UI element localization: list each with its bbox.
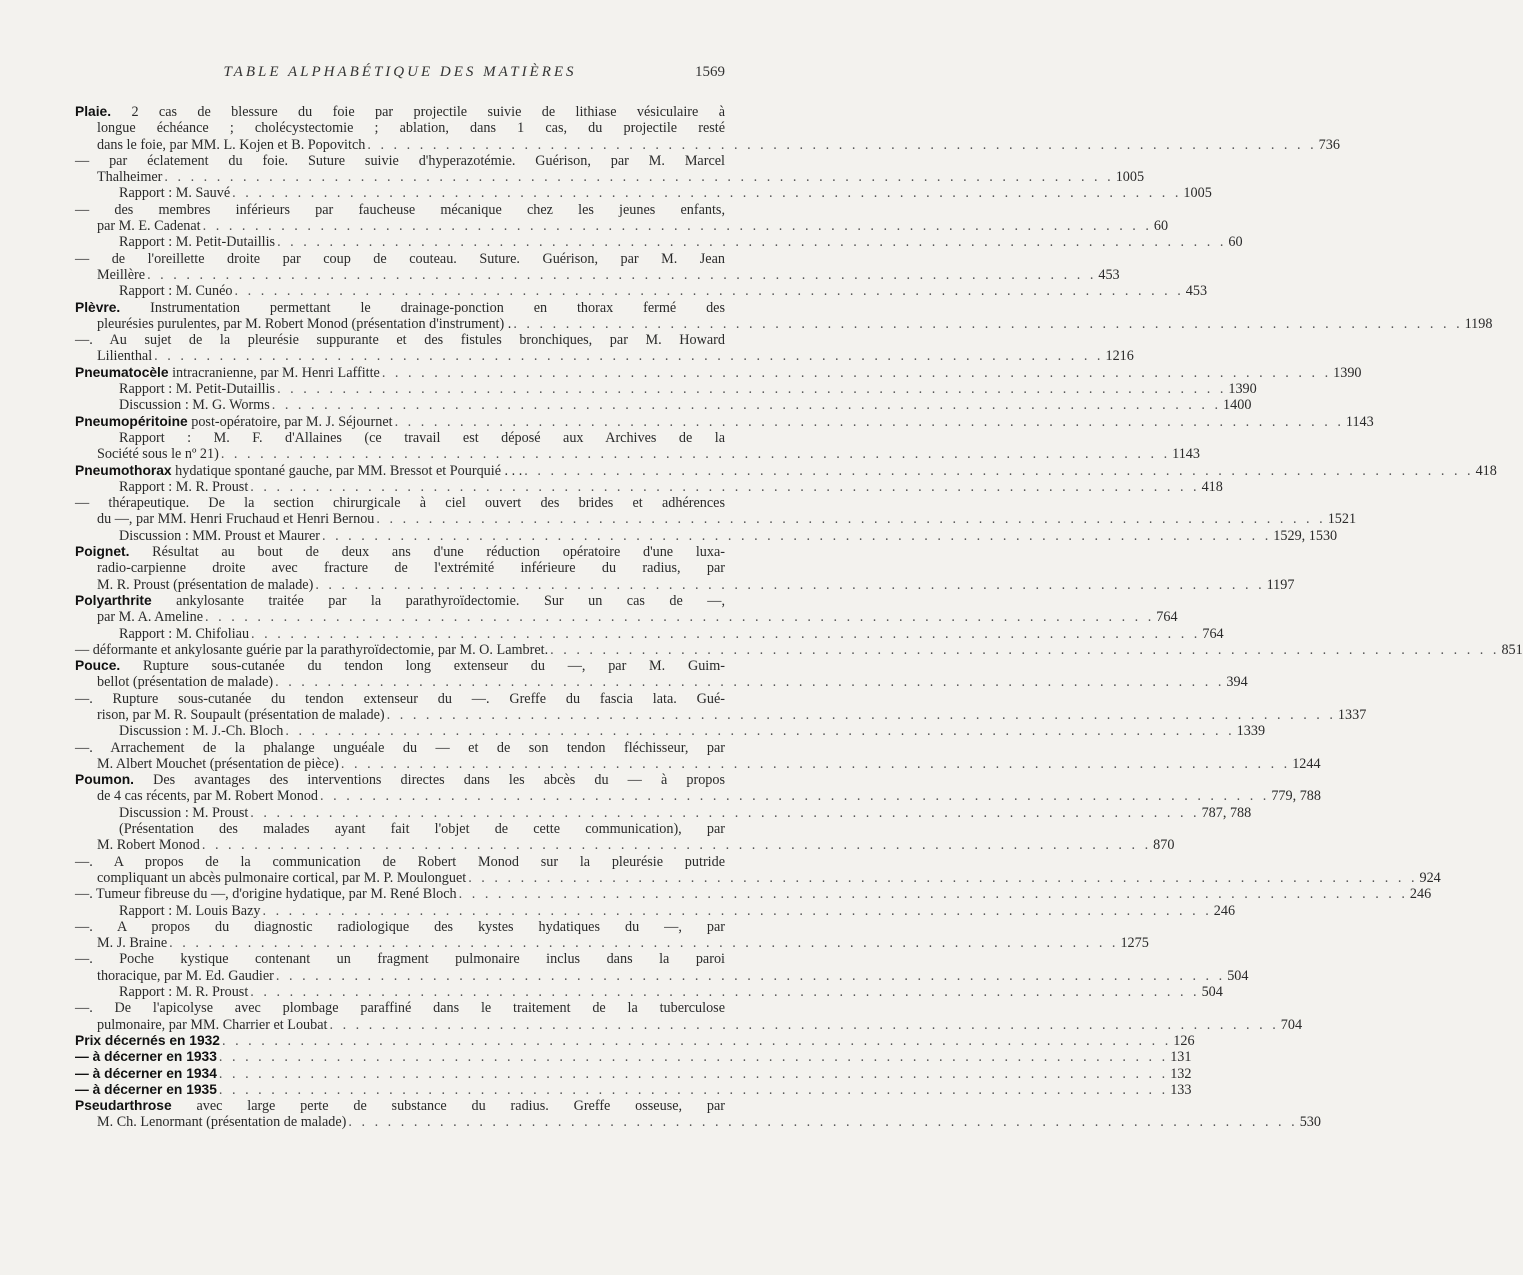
entry-text [75,495,725,511]
index-line [75,967,1249,984]
index-line [75,1065,1192,1082]
dot-leader: . . . . . . . . . . . . . . . . . . . . . . . . . . . . . . . . . . . . . . . . . . . . . . . . . . . . . . . . . . . . . . . . . . . . . . . . . [513,315,1463,332]
dot-leader: . . . . . . . . . . . . . . . . . . . . . . . . . . . . . . . . . . . . . . . . . . . . . . . . . . . . . . . . . . . . . . . . . . . . . . . . . [221,1032,1172,1049]
entry-description: par M. E. Cadenat [97,218,201,235]
index-line [75,185,1212,202]
page-reference: 418 [1475,462,1497,479]
index-line [75,723,1266,740]
entry-text [97,968,274,984]
entry-description: avec large perte de substance du radius. Greffe osseuse, par [171,1098,725,1115]
dot-leader: . . . . . . . . . . . . . . . . . . . . . . . . . . . . . . . . . . . . . . . . . . . . . . . . . . . . . . . . . . . . . . . . . . . . . . . . . [376,511,1326,528]
entry-text [75,251,725,267]
entry-text [75,1098,725,1114]
entry-text [119,381,275,397]
entry-text [75,104,725,120]
index-line [75,886,1432,903]
entry-text [75,332,725,348]
entry-description: pleurésies purulentes, par M. Robert Monod (présentation d'instrument) . [97,315,512,332]
entry-text [75,951,725,967]
entry-text [75,658,725,674]
entry-description: —. Arrachement de la phalange unguéale du — et de son tendon fléchisseur, par [75,739,725,756]
entry-keyword: Pouce. [75,658,121,674]
index-line [75,104,725,120]
entry-keyword: Pneumatocèle [75,364,169,380]
entry-description: hydatique spontané gauche, par MM. Bressot et Pourquié . . . [171,462,523,479]
entry-text [97,218,201,234]
entry-text [75,1000,725,1016]
page-reference: 764 [1156,609,1178,626]
entry-description: Rapport : M. R. Proust [119,984,249,1001]
dot-leader: . . . . . . . . . . . . . . . . . . . . . . . . . . . . . . . . . . . . . . . . . . . . . . . . . . . . . . . . . . . . . . . . . . . . . . . . . [277,234,1227,251]
page-reference: 1337 [1337,706,1367,723]
dot-leader: . . . . . . . . . . . . . . . . . . . . . . . . . . . . . . . . . . . . . . . . . . . . . . . . . . . . . . . . . . . . . . . . . . . . . . . . . [458,886,1408,903]
dot-leader: . . . . . . . . . . . . . . . . . . . . . . . . . . . . . . . . . . . . . . . . . . . . . . . . . . . . . . . . . . . . . . . . . . . . . . . . . [220,446,1171,463]
entry-text [119,397,270,413]
dot-leader: . . . . . . . . . . . . . . . . . . . . . . . . . . . . . . . . . . . . . . . . . . . . . . . . . . . . . . . . . . . . . . . . . . . . . . . . . [329,1016,1279,1033]
index-line [75,609,1178,626]
entry-description: du —, par MM. Henri Fruchaud et Henri Bernou [97,511,375,528]
index-line [75,478,1223,495]
entry-text [97,756,339,772]
dot-leader: . . . . . . . . . . . . . . . . . . . . . . . . . . . . . . . . . . . . . . . . . . . . . . . . . . . . . . . . . . . . . . . . . . . . . . . . . [147,266,1097,283]
entry-text [75,544,725,560]
dot-leader: . . . . . . . . . . . . . . . . . . . . . . . . . . . . . . . . . . . . . . . . . . . . . . . . . . . . . . . . . . . . . . . . . . . . . . . . . [386,706,1336,723]
page-reference: 704 [1280,1016,1303,1033]
entry-text [119,626,249,642]
page-reference: 1197 [1266,576,1295,593]
index-line [75,755,1321,772]
page-reference: 453 [1185,283,1208,300]
dot-leader: . . . . . . . . . . . . . . . . . . . . . . . . . . . . . . . . . . . . . . . . . . . . . . . . . . . . . . . . . . . . . . . . . . . . . . . . . [250,984,1200,1001]
entry-description: compliquant un abcès pulmonaire cortical, par M. P. Moulonguet [97,869,467,886]
page-reference: 60 [1153,218,1169,235]
index-line [75,266,1120,283]
index-line [75,641,1523,658]
dot-leader: . . . . . . . . . . . . . . . . . . . . . . . . . . . . . . . . . . . . . . . . . . . . . . . . . . . . . . . . . . . . . . . . . . . . . . . . . [381,364,1332,381]
entry-text [75,772,725,788]
page-reference: 246 [1213,902,1236,919]
entry-description: —. Poche kystique contenant un fragment pulmonaire inclus dans la paroi [75,951,725,968]
entry-text [119,528,320,544]
entry-text [119,723,283,739]
index-line [75,772,725,788]
entry-text [97,788,318,804]
dot-leader: . . . . . . . . . . . . . . . . . . . . . . . . . . . . . . . . . . . . . . . . . . . . . . . . . . . . . . . . . . . . . . . . . . . . . . . . . [315,576,1265,593]
entry-text [97,1114,346,1130]
entry-description: —. A propos du diagnostic radiologique des kystes hydatiques du —, par [75,918,725,935]
entry-text [75,1066,217,1082]
entry-text [97,560,725,576]
index-line [75,511,1357,528]
entry-description: Rapport : M. Louis Bazy [119,902,261,919]
entry-text [119,805,248,821]
entry-description: par M. A. Ameline [97,609,203,626]
index-line [75,869,1441,886]
entry-description: Rupture sous-cutanée du tendon long extenseur du —, par M. Guim- [120,658,725,675]
index-line [75,397,1252,414]
entry-text [75,1049,217,1065]
entry-description: — des membres inférieurs par faucheuse mécanique chez les jeunes enfants, [75,201,725,218]
entry-text [75,463,522,479]
dot-leader: . . . . . . . . . . . . . . . . . . . . . . . . . . . . . . . . . . . . . . . . . . . . . . . . . . . . . . . . . . . . . . . . . . . . . . . . . [218,1049,1169,1066]
index-line [75,462,1497,479]
index-line [75,430,725,446]
entry-keyword: — à décerner en 1933 [75,1049,217,1065]
page-reference: 764 [1202,625,1224,642]
entry-description: radio-carpienne droite avec fracture de l'extrémité inférieure du radius, par [97,560,725,577]
entry-description: —. A propos de la communication de Robert Monod sur la pleurésie putride [75,853,725,870]
dot-leader: . . . . . . . . . . . . . . . . . . . . . . . . . . . . . . . . . . . . . . . . . . . . . . . . . . . . . . . . . . . . . . . . . . . . . . . . . [250,804,1200,821]
entry-text [97,120,725,136]
index-line [75,300,725,316]
entry-text [75,1082,217,1098]
entry-text [97,137,365,153]
entry-description: Rapport : M. Chifoliau [119,625,250,642]
entry-keyword: Prix décernés en 1932 [75,1032,220,1048]
entry-text [75,854,725,870]
entry-description: de 4 cas récents, par M. Robert Monod [97,788,319,805]
index-line [75,1032,1195,1049]
entry-description: — de l'oreillette droite par coup de couteau. Suture. Guérison, par M. Jean [75,250,725,267]
dot-leader: . . . . . . . . . . . . . . . . . . . . . . . . . . . . . . . . . . . . . . . . . . . . . . . . . . . . . . . . . . . . . . . . . . . . . . . . . [250,478,1200,495]
entry-description: dans le foie, par MM. L. Kojen et B. Popovitch [97,136,366,153]
entry-text [97,1017,327,1033]
entry-description: Instrumentation permettant le drainage-ponction en thorax fermé des [120,299,725,316]
index-line [75,332,725,348]
entry-text [97,348,152,364]
entry-text [119,185,230,201]
page-reference: 1005 [1115,169,1145,186]
entry-description: Discussion : M. G. Worms [119,397,270,414]
entry-text [75,593,725,609]
entry-description: Des avantages des interventions directes dans les abcès du — à propos [134,772,725,789]
entry-text [97,707,385,723]
page-reference: 418 [1201,478,1223,495]
page-reference: 132 [1170,1065,1192,1082]
index-line [75,740,725,756]
page-reference: 394 [1226,674,1248,691]
page-reference: 504 [1201,984,1223,1001]
entry-text [97,446,219,462]
entry-description: post-opératoire, par M. J. Séjournet [187,413,393,430]
entry-text [97,267,145,283]
dot-leader: . . . . . . . . . . . . . . . . . . . . . . . . . . . . . . . . . . . . . . . . . . . . . . . . . . . . . . . . . . . . . . . . . . . . . . . . . [271,397,1222,414]
entry-description: Discussion : M. Proust [119,804,249,821]
dot-leader: . . . . . . . . . . . . . . . . . . . . . . . . . . . . . . . . . . . . . . . . . . . . . . . . . . . . . . . . . . . . . . . . . . . . . . . . . [340,755,1291,772]
entry-description: —. Rupture sous-cutanée du tendon extenseur du —. Greffe du fascia lata. Gué- [75,690,725,707]
page-reference: 736 [1318,136,1340,153]
entry-description: Résultat au bout de deux ans d'une réduction opératoire d'une luxa- [129,544,725,561]
page-reference: 453 [1098,266,1120,283]
index-line [75,576,1295,593]
entry-keyword: — à décerner en 1934 [75,1065,217,1081]
index-line [75,1016,1303,1033]
page-reference: 131 [1170,1049,1192,1066]
page-reference: 787, 788 [1201,804,1252,821]
dot-leader: . . . . . . . . . . . . . . . . . . . . . . . . . . . . . . . . . . . . . . . . . . . . . . . . . . . . . . . . . . . . . . . . . . . . . . . . . [285,723,1235,740]
entry-text [75,1033,220,1049]
entry-keyword: Poignet. [75,544,130,560]
entry-description: Rapport : M. Petit-Dutaillis [119,234,276,251]
index-line [75,364,1362,381]
entry-text [119,234,275,250]
dot-leader: . . . . . . . . . . . . . . . . . . . . . . . . . . . . . . . . . . . . . . . . . . . . . . . . . . . . . . . . . . . . . . . . . . . . . . . . . [201,837,1152,854]
index-line [75,202,725,218]
entry-text [97,674,273,690]
page-reference: 851 [1501,641,1523,658]
page-reference: 1198 [1464,315,1493,332]
entry-description: —. De l'apicolyse avec plombage paraffiné dans le traitement de la tuberculose [75,1000,725,1017]
dot-leader: . . . . . . . . . . . . . . . . . . . . . . . . . . . . . . . . . . . . . . . . . . . . . . . . . . . . . . . . . . . . . . . . . . . . . . . . . [277,381,1227,398]
index-line [75,691,725,707]
dot-leader: . . . . . . . . . . . . . . . . . . . . . . . . . . . . . . . . . . . . . . . . . . . . . . . . . . . . . . . . . . . . . . . . . . . . . . . . . [164,169,1114,186]
entry-keyword: Plaie. [75,104,112,119]
entry-description: M. R. Proust (présentation de malade) [97,576,314,593]
index-line [75,495,725,511]
entry-description: rison, par M. R. Soupault (présentation de malade) [97,706,385,723]
index-line [75,1000,725,1016]
page-reference: 1400 [1223,397,1252,414]
entry-description: Rapport : M. Cunéo [119,283,233,300]
entry-description: intracranienne, par M. Henri Laffitte [168,364,380,381]
entry-keyword: Polyarthrite [75,592,152,608]
entry-description: Discussion : M. J.-Ch. Bloch [119,723,284,740]
index-line [75,821,725,837]
entry-description: longue échéance ; cholécystectomie ; ablation, dans 1 cas, du projectile resté [97,120,725,137]
index-line [75,234,1243,251]
entry-description: thoracique, par M. Ed. Gaudier [97,967,274,984]
entry-text [119,479,248,495]
dot-leader: . . . . . . . . . . . . . . . . . . . . . . . . . . . . . . . . . . . . . . . . . . . . . . . . . . . . . . . . . . . . . . . . . . . . . . . . . [321,527,1272,544]
entry-text [97,316,511,332]
page-number: 1569 [695,64,725,80]
entry-text [119,283,233,299]
entry-keyword: Poumon. [75,772,135,788]
index-line [75,902,1236,919]
index-line [75,136,1340,153]
dot-leader: . . . . . . . . . . . . . . . . . . . . . . . . . . . . . . . . . . . . . . . . . . . . . . . . . . . . . . . . . . . . . . . . . . . . . . . . . [205,609,1155,626]
entry-description: 2 cas de blessure du foie par projectile suivie de lithiase vésiculaire à [111,104,725,120]
index-line [75,837,1175,854]
index-line [75,218,1169,235]
index-line [75,348,1134,365]
page-reference: 1521 [1327,511,1357,528]
page-reference: 133 [1170,1081,1192,1098]
index-line [75,984,1223,1001]
entry-text [97,609,203,625]
index-line [75,283,1208,300]
page-reference: 1244 [1292,755,1321,772]
entry-description: M. Robert Monod [97,837,200,854]
dot-leader: . . . . . . . . . . . . . . . . . . . . . . . . . . . . . . . . . . . . . . . . . . . . . . . . . . . . . . . . . . . . . . . . . . . . . . . . . [524,462,1474,479]
entry-description: Meillère [97,266,146,283]
dot-leader: . . . . . . . . . . . . . . . . . . . . . . . . . . . . . . . . . . . . . . . . . . . . . . . . . . . . . . . . . . . . . . . . . . . . . . . . . [550,641,1500,658]
entry-description: Société sous le nº 21) [97,446,219,463]
entry-text [119,984,248,1000]
running-title: TABLE ALPHABÉTIQUE DES MATIÈRES [223,64,577,80]
page-reference: 779, 788 [1271,788,1321,805]
dot-leader: . . . . . . . . . . . . . . . . . . . . . . . . . . . . . . . . . . . . . . . . . . . . . . . . . . . . . . . . . . . . . . . . . . . . . . . . . [232,185,1182,202]
index-line [75,919,725,935]
page-reference: 1390 [1333,364,1362,381]
entry-description: M. J. Braine [97,935,168,952]
dot-leader: . . . . . . . . . . . . . . . . . . . . . . . . . . . . . . . . . . . . . . . . . . . . . . . . . . . . . . . . . . . . . . . . . . . . . . . . . [262,902,1212,919]
index-line [75,854,725,870]
entry-text [119,821,725,837]
index-line [75,625,1224,642]
index-entries [75,104,1523,1131]
dot-leader: . . . . . . . . . . . . . . . . . . . . . . . . . . . . . . . . . . . . . . . . . . . . . . . . . . . . . . . . . . . . . . . . . . . . . . . . . [154,348,1104,365]
index-line [75,658,725,674]
entry-description: (Présentation des malades ayant fait l'objet de cette communication), par [119,821,725,838]
page-reference: 1390 [1228,381,1257,398]
page-reference: 870 [1153,837,1175,854]
index-line [75,413,1374,430]
index-line [75,1081,1192,1098]
entry-text [75,919,725,935]
page-reference: 246 [1409,886,1432,903]
dot-leader: . . . . . . . . . . . . . . . . . . . . . . . . . . . . . . . . . . . . . . . . . . . . . . . . . . . . . . . . . . . . . . . . . . . . . . . . . [218,1081,1169,1098]
entry-text [119,903,260,919]
entry-text [97,577,313,593]
entry-keyword: Pseudarthrose [75,1098,172,1114]
dot-leader: . . . . . . . . . . . . . . . . . . . . . . . . . . . . . . . . . . . . . . . . . . . . . . . . . . . . . . . . . . . . . . . . . . . . . . . . . [320,788,1270,805]
index-line [75,560,725,576]
dot-leader: . . . . . . . . . . . . . . . . . . . . . . . . . . . . . . . . . . . . . . . . . . . . . . . . . . . . . . . . . . . . . . . . . . . . . . . . . [218,1065,1169,1082]
entry-description: pulmonaire, par MM. Charrier et Loubat [97,1016,328,1033]
entry-text [75,740,725,756]
entry-text [75,414,393,430]
dot-leader: . . . . . . . . . . . . . . . . . . . . . . . . . . . . . . . . . . . . . . . . . . . . . . . . . . . . . . . . . . . . . . . . . . . . . . . . . [169,935,1119,952]
entry-text [75,642,548,658]
entry-text [75,202,725,218]
entry-text [97,870,466,886]
index-line [75,169,1145,186]
dot-leader: . . . . . . . . . . . . . . . . . . . . . . . . . . . . . . . . . . . . . . . . . . . . . . . . . . . . . . . . . . . . . . . . . . . . . . . . . [234,283,1184,300]
page-reference: 924 [1419,869,1441,886]
entry-text [75,300,725,316]
page-reference: 1005 [1183,185,1212,202]
entry-keyword: — à décerner en 1935 [75,1081,217,1097]
page-reference: 1216 [1105,348,1134,365]
entry-description: bellot (présentation de malade) [97,674,274,691]
entry-text [97,169,162,185]
page-reference: 1275 [1120,935,1149,952]
entry-text [75,691,725,707]
page-reference: 530 [1299,1114,1321,1131]
dot-leader: . . . . . . . . . . . . . . . . . . . . . . . . . . . . . . . . . . . . . . . . . . . . . . . . . . . . . . . . . . . . . . . . . . . . . . . . . [348,1114,1298,1131]
page-reference: 126 [1173,1032,1195,1049]
entry-keyword: Plèvre. [75,299,121,315]
index-line [75,120,725,136]
index-line [75,1098,725,1114]
entry-description: ankylosante traitée par la parathyroïdectomie. Sur un cas de —, [151,592,725,609]
entry-text [97,511,374,527]
dot-leader: . . . . . . . . . . . . . . . . . . . . . . . . . . . . . . . . . . . . . . . . . . . . . . . . . . . . . . . . . . . . . . . . . . . . . . . . . [275,967,1226,984]
entry-description: — par éclatement du foie. Suture suivie d'hyperazotémie. Guérison, par M. Marcel [75,152,725,169]
index-line [75,527,1338,544]
entry-text [97,935,167,951]
entry-description: — thérapeutique. De la section chirurgicale à ciel ouvert des brides et adhérences [75,495,725,512]
entry-description: Rapport : M. R. Proust [119,478,249,495]
page-reference: 1529, 1530 [1273,527,1338,544]
entry-description: Lilienthal [97,348,153,365]
entry-description: Discussion : MM. Proust et Maurer [119,527,320,544]
entry-description: Rapport : M. Sauvé [119,185,231,202]
index-line [75,381,1257,398]
dot-leader: . . . . . . . . . . . . . . . . . . . . . . . . . . . . . . . . . . . . . . . . . . . . . . . . . . . . . . . . . . . . . . . . . . . . . . . . . [275,674,1225,691]
index-line [75,446,1200,463]
page-header [75,64,725,84]
entry-description: —. Tumeur fibreuse du —, d'origine hydatique, par M. René Bloch [75,886,457,903]
entry-description: Rapport : M. Petit-Dutaillis [119,381,276,398]
dot-leader: . . . . . . . . . . . . . . . . . . . . . . . . . . . . . . . . . . . . . . . . . . . . . . . . . . . . . . . . . . . . . . . . . . . . . . . . . [251,625,1201,642]
entry-text [75,365,380,381]
index-line [75,251,725,267]
index-line [75,153,725,169]
page-reference: 1339 [1236,723,1266,740]
entry-text [97,837,200,853]
dot-leader: . . . . . . . . . . . . . . . . . . . . . . . . . . . . . . . . . . . . . . . . . . . . . . . . . . . . . . . . . . . . . . . . . . . . . . . . . [468,869,1418,886]
page-reference: 60 [1228,234,1243,251]
entry-description: Thalheimer [97,169,163,186]
entry-text [75,886,457,902]
entry-text [75,153,725,169]
index-line [75,1049,1192,1066]
entry-text [119,430,725,446]
index-line [75,788,1321,805]
entry-description: M. Ch. Lenormant (présentation de malade) [97,1114,347,1131]
index-line [75,706,1367,723]
dot-leader: . . . . . . . . . . . . . . . . . . . . . . . . . . . . . . . . . . . . . . . . . . . . . . . . . . . . . . . . . . . . . . . . . . . . . . . . . [202,218,1152,235]
page-reference: 1143 [1172,446,1200,463]
dot-leader: . . . . . . . . . . . . . . . . . . . . . . . . . . . . . . . . . . . . . . . . . . . . . . . . . . . . . . . . . . . . . . . . . . . . . . . . . [367,136,1317,153]
page-reference: 1143 [1345,413,1374,430]
page-reference: 504 [1227,967,1249,984]
entry-description: — déformante et ankylosante guérie par la parathyroïdectomie, par M. O. Lambret. [75,641,549,658]
dot-leader: . . . . . . . . . . . . . . . . . . . . . . . . . . . . . . . . . . . . . . . . . . . . . . . . . . . . . . . . . . . . . . . . . . . . . . . . . [394,413,1344,430]
index-line [75,593,725,609]
entry-description: M. Albert Mouchet (présentation de pièce) [97,755,339,772]
index-line [75,315,1493,332]
index-line [75,935,1149,952]
index-line [75,804,1252,821]
entry-keyword: Pneumothorax [75,462,172,478]
entry-keyword: Pneumopéritoine [75,413,188,429]
index-line [75,951,725,967]
index-line [75,544,725,560]
index-line [75,1114,1321,1131]
index-line [75,674,1248,691]
entry-description: Rapport : M. F. d'Allaines (ce travail est déposé aux Archives de la [119,429,725,446]
entry-description: —. Au sujet de la pleurésie suppurante et des fistules bronchiques, par M. Howard [75,332,725,349]
